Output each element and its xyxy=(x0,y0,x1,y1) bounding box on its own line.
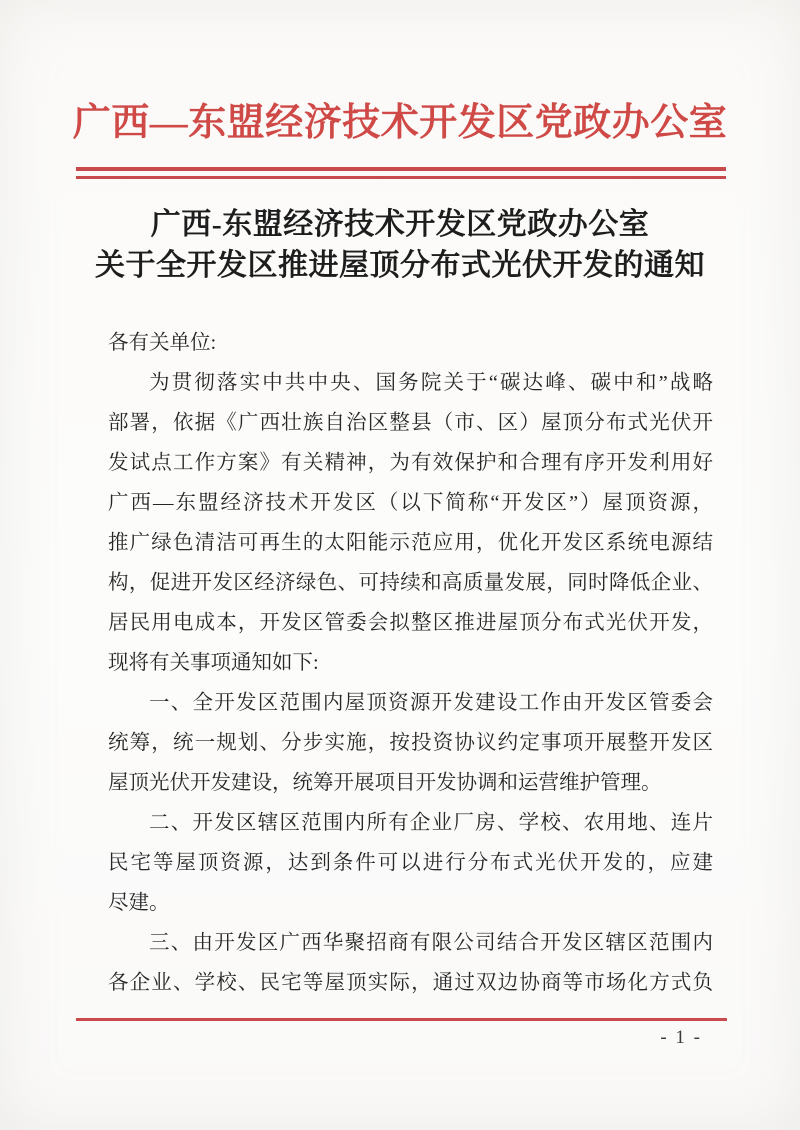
body-line: 广西—东盟经济技术开发区（以下简称“开发区”）屋顶资源， xyxy=(108,492,713,514)
body-line: 发试点工作方案》有关精神，为有效保护和合理有序开发利用好 xyxy=(108,452,713,474)
body-line: 现将有关事项通知如下: xyxy=(108,652,319,674)
header-rule-thin xyxy=(76,176,726,179)
body-line: 推广绿色清洁可再生的太阳能示范应用，优化开发区系统电源结 xyxy=(108,532,713,554)
body-line: 二、开发区辖区范围内所有企业厂房、学校、农用地、连片 xyxy=(149,812,713,834)
document-title-line2: 关于全开发区推进屋顶分布式光伏开发的通知 xyxy=(95,249,705,282)
body-line: 三、由开发区广西华聚招商有限公司结合开发区辖区范围内 xyxy=(149,932,713,954)
body-line: 民宅等屋顶资源，达到条件可以进行分布式光伏开发的，应建 xyxy=(108,852,713,874)
body-line: 居民用电成本，开发区管委会拟整区推进屋顶分布式光伏开发， xyxy=(108,612,713,634)
document-title xyxy=(0,204,800,286)
body-line: 为贯彻落实中共中央、国务院关于“碳达峰、碳中和”战略 xyxy=(149,372,713,394)
document-body xyxy=(108,323,713,1003)
body-line: 统筹，统一规划、分步实施，按投资协议约定事项开展整开发区 xyxy=(108,732,713,754)
salutation: 各有关单位: xyxy=(108,332,217,354)
letterhead: 广西—东盟经济技术开发区党政办公室 xyxy=(72,102,728,144)
body-line: 部署，依据《广西壮族自治区整县（市、区）屋顶分布式光伏开 xyxy=(108,412,713,434)
header-rule-thick xyxy=(76,167,726,171)
footer-rule xyxy=(76,1018,727,1021)
body-line: 各企业、学校、民宅等屋顶实际，通过双边协商等市场化方式负 xyxy=(108,972,713,994)
document-title-line1: 广西-东盟经济技术开发区党政办公室 xyxy=(150,208,650,241)
body-line: 尽建。 xyxy=(108,892,170,914)
body-line: 屋顶光伏开发建设，统筹开展项目开发协调和运营维护管理。 xyxy=(108,772,662,794)
body-line: 构，促进开发区经济绿色、可持续和高质量发展，同时降低企业、 xyxy=(108,572,713,594)
page-number: - 1 - xyxy=(660,1027,702,1048)
body-line: 一、全开发区范围内屋顶资源开发建设工作由开发区管委会 xyxy=(149,692,713,714)
